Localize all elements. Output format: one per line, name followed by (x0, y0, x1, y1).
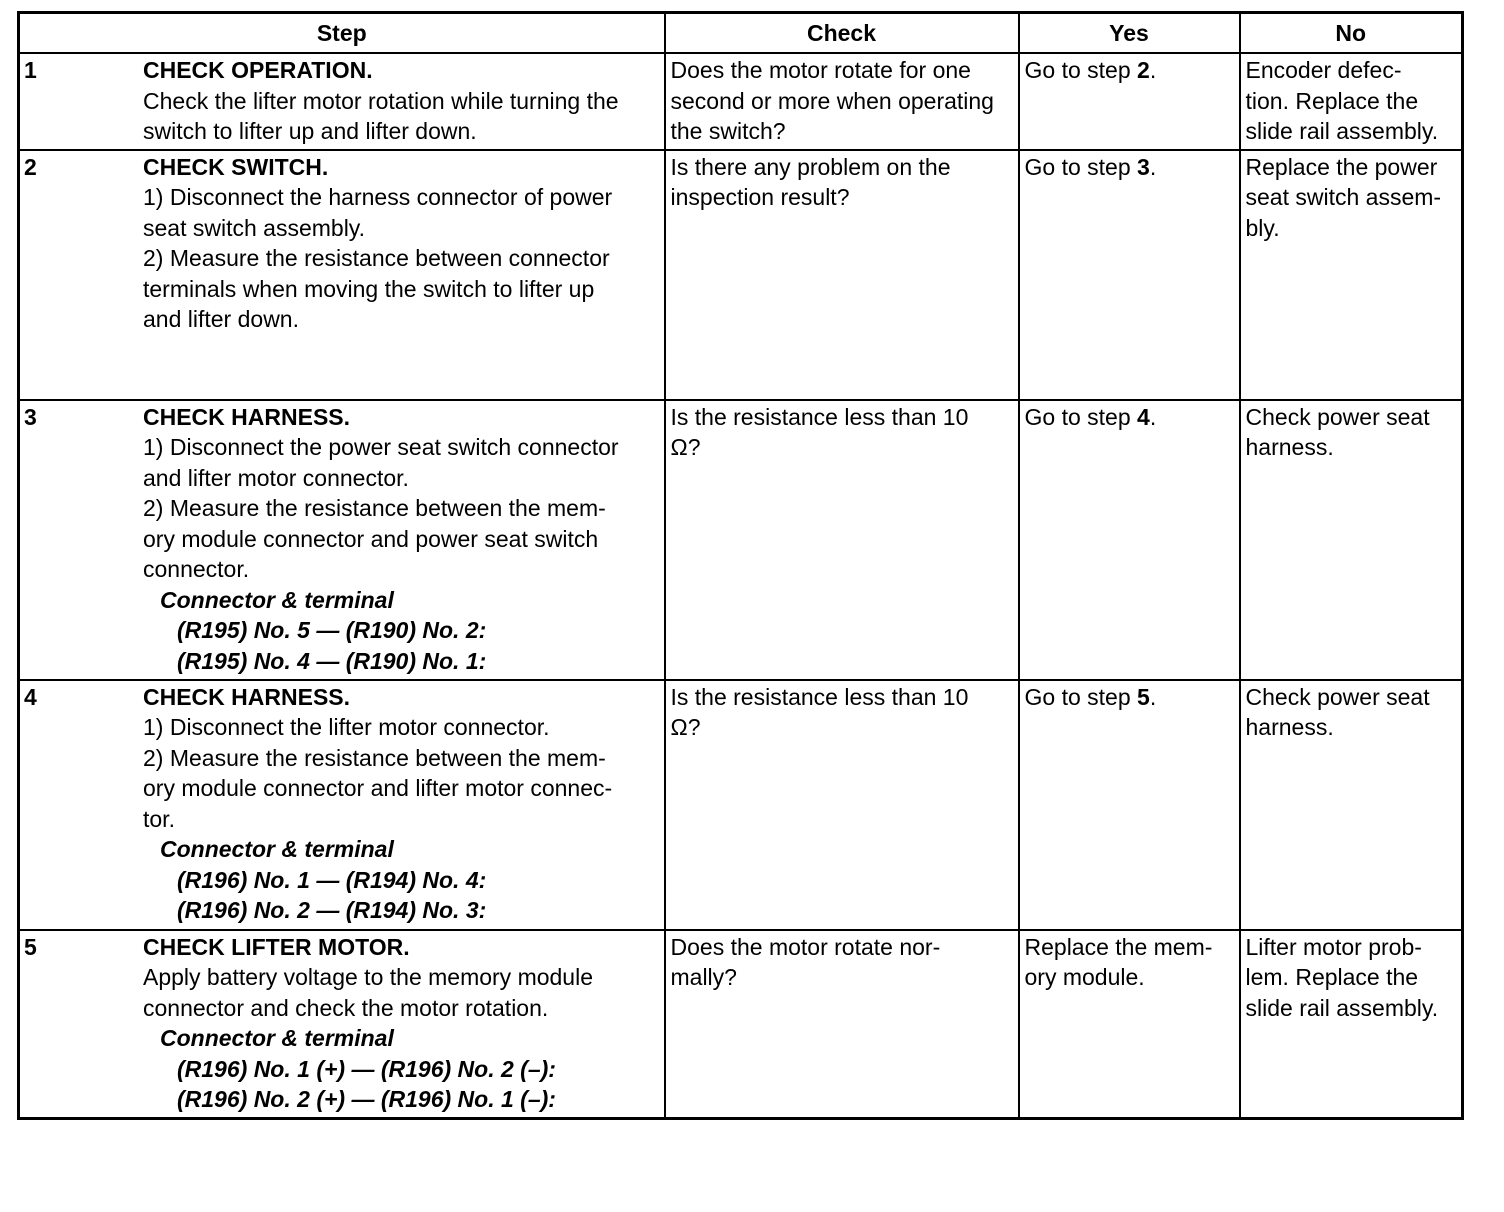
connector-terminal-item: (R195) No. 4 — (R190) No. 1: (177, 647, 487, 674)
connector-terminal-label: Connector & terminal (160, 586, 394, 613)
no-line: slide rail assembly. (1245, 994, 1439, 1021)
check-line: Is there any problem on the (670, 153, 951, 180)
yes-goto-suffix: . (1149, 683, 1157, 710)
step-instruction-line: ory module connector and power seat switch (143, 525, 599, 552)
check-line: Ω? (670, 714, 701, 740)
connector-terminal-label: Connector & terminal (160, 836, 394, 862)
step-number: 1 (24, 57, 37, 83)
no-cell (1240, 930, 1463, 1119)
step-instruction-line: seat switch assembly. (143, 214, 365, 241)
header-row (19, 13, 1463, 54)
check-line: Does the motor rotate for one (670, 57, 971, 83)
check-line: Ω? (670, 434, 701, 460)
header-no: No (1240, 13, 1463, 54)
no-line: tion. Replace the (1245, 87, 1419, 114)
yes-goto-prefix: Go to step (1024, 403, 1138, 430)
step-number: 5 (24, 933, 37, 960)
yes-goto-suffix: . (1149, 403, 1157, 430)
yes-goto-line (1025, 402, 1234, 433)
connector-terminal-item: (R196) No. 2 — (R194) No. 3: (177, 897, 487, 923)
step-cell (19, 53, 665, 150)
step-instruction-line: Check the lifter motor rotation while turning the (143, 87, 619, 114)
check-line: second or more when operating (670, 87, 994, 114)
step-cell (19, 400, 665, 680)
table-row (19, 680, 1463, 930)
step-cell (19, 680, 665, 930)
step-title: CHECK OPERATION. (143, 57, 373, 83)
step-instruction-line: Apply battery voltage to the memory module (143, 964, 594, 990)
no-line: slide rail assembly. (1245, 118, 1439, 144)
step-title: CHECK HARNESS. (143, 403, 351, 430)
step-instruction-line: terminals when moving the switch to lifter up (143, 275, 595, 302)
check-cell (665, 53, 1019, 150)
yes-goto-step-number: 3 (1137, 153, 1150, 180)
yes-goto-line (1025, 55, 1234, 86)
step-instruction-line: 1) Disconnect the power seat switch connector (143, 434, 619, 460)
no-line: bly. (1245, 214, 1280, 241)
connector-terminal-label: Connector & terminal (160, 1025, 394, 1051)
step-title: CHECK LIFTER MOTOR. (143, 933, 410, 960)
step-cell (19, 150, 665, 400)
no-line: Replace the power (1245, 153, 1438, 180)
yes-cell (1019, 53, 1240, 150)
step-instruction-line: 1) Disconnect the lifter motor connector. (143, 714, 550, 740)
step-instruction-line: and lifter motor connector. (143, 464, 409, 491)
check-line: inspection result? (670, 184, 850, 210)
connector-terminal-item: (R195) No. 5 — (R190) No. 2: (177, 617, 487, 643)
no-cell (1240, 680, 1463, 930)
yes-goto-step-number: 2 (1137, 57, 1150, 83)
yes-goto-step-number: 5 (1137, 683, 1150, 710)
step-body (143, 932, 655, 1115)
no-line: harness. (1245, 714, 1334, 740)
step-number: 3 (24, 403, 37, 430)
table-row (19, 400, 1463, 680)
connector-terminal-item: (R196) No. 2 (+) — (R196) No. 1 (–): (177, 1086, 556, 1112)
yes-cell (1019, 930, 1240, 1119)
table-row (19, 930, 1463, 1119)
step-instruction-line: tor. (143, 805, 175, 832)
check-line: the switch? (670, 118, 786, 144)
check-cell (665, 150, 1019, 400)
check-cell (665, 400, 1019, 680)
no-line: Check power seat (1245, 683, 1430, 710)
step-number: 4 (24, 683, 37, 710)
yes-cell (1019, 400, 1240, 680)
step-instruction-line: 1) Disconnect the harness connector of power (143, 184, 613, 210)
step-body (143, 55, 655, 147)
step-instruction-line: switch to lifter up and lifter down. (143, 118, 477, 144)
no-cell (1240, 400, 1463, 680)
step-instruction-line: 2) Measure the resistance between the mem- (143, 744, 606, 771)
yes-goto-suffix: . (1149, 153, 1157, 180)
step-instruction-line: 2) Measure the resistance between connector (143, 245, 610, 271)
check-cell (665, 680, 1019, 930)
yes-goto-line (1025, 152, 1234, 183)
yes-goto-prefix: Go to step (1024, 683, 1138, 710)
no-line: harness. (1245, 434, 1334, 460)
header-yes: Yes (1019, 13, 1240, 54)
no-line: Check power seat (1245, 403, 1430, 430)
header-step: Step (19, 13, 665, 54)
step-body (143, 682, 655, 926)
step-cell (19, 930, 665, 1119)
table-row (19, 53, 1463, 150)
check-cell (665, 930, 1019, 1119)
check-line: mally? (670, 964, 737, 990)
diagnostic-table (17, 11, 1464, 1120)
yes-cell (1019, 680, 1240, 930)
step-title: CHECK HARNESS. (143, 683, 351, 710)
yes-goto-line (1025, 682, 1234, 713)
check-line: Is the resistance less than 10 (670, 403, 969, 430)
header-check: Check (665, 13, 1019, 54)
no-line: Encoder defec- (1245, 57, 1402, 83)
yes-cell (1019, 150, 1240, 400)
connector-terminal-item: (R196) No. 1 (+) — (R196) No. 2 (–): (177, 1055, 556, 1082)
yes-goto-step-number: 4 (1137, 403, 1150, 430)
check-line: Is the resistance less than 10 (670, 683, 969, 710)
table-row (19, 150, 1463, 400)
step-body (143, 402, 655, 677)
yes-goto-prefix: Go to step (1024, 57, 1138, 83)
step-instruction-line: ory module connector and lifter motor connec- (143, 775, 613, 801)
step-instruction-line: connector. (143, 556, 250, 582)
step-number: 2 (24, 153, 37, 180)
yes-line: Replace the mem- (1024, 933, 1213, 960)
step-body (143, 152, 655, 335)
check-line: Does the motor rotate nor- (670, 933, 941, 960)
step-instruction-line: 2) Measure the resistance between the mem- (143, 495, 606, 521)
yes-goto-prefix: Go to step (1024, 153, 1138, 180)
no-cell (1240, 53, 1463, 150)
connector-terminal-item: (R196) No. 1 — (R194) No. 4: (177, 866, 487, 893)
step-title: CHECK SWITCH. (143, 153, 329, 180)
no-line: seat switch assem- (1245, 184, 1442, 210)
yes-goto-suffix: . (1149, 57, 1157, 83)
no-line: lem. Replace the (1245, 964, 1419, 990)
yes-line: ory module. (1024, 964, 1145, 990)
no-cell (1240, 150, 1463, 400)
step-instruction-line: and lifter down. (143, 306, 299, 332)
step-instruction-line: connector and check the motor rotation. (143, 994, 549, 1021)
no-line: Lifter motor prob- (1245, 933, 1422, 960)
